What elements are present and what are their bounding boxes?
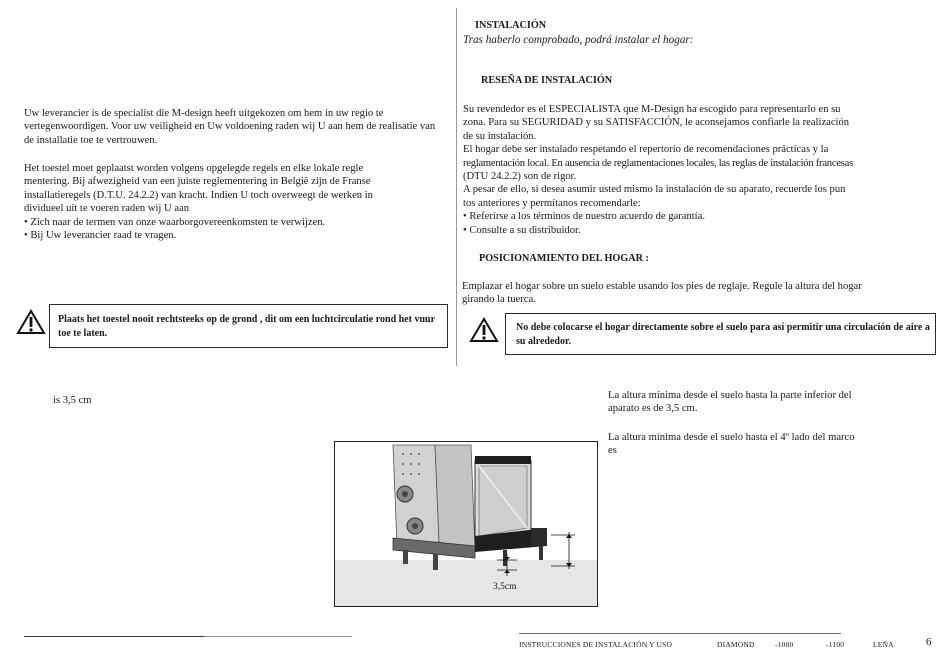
text-line: aparato es de 3,5 cm. [608,403,698,415]
left-height-note: is 3,5 cm [53,395,92,406]
bullet-item: • Referirse a los términos de nuestro acuerdo de garantía. [463,211,705,223]
warning-text: Plaats het toestel nooit rechtsteeks op de grond , dit om een luchtcirculatie rond het vuur toe te laten. [58,314,435,339]
footer-title: INSTRUCCIONES DE INSTALACIÓN Y USO [519,640,673,649]
installation-figure [334,441,598,607]
footer-model: DIAMOND [717,640,755,649]
page-number: 6 [926,636,932,648]
text-line: El hogar debe ser instalado respetando el repertorio de recomendaciones prácticas y la [463,144,829,156]
text-line: Emplazar el hogar sobre un suelo estable usando los pies de reglaje. Regule la altura del hogar [462,281,862,292]
text-line: La altura mínima desde el suelo hasta el 4º lado del marco [608,432,855,443]
text-line: girando la tuerca. [462,294,536,306]
text-line: de su instalación. [463,130,537,142]
install-subtitle: Tras haberlo comprobado, podrá instalar el hogar: [463,34,694,46]
fireplace-illustration [335,442,597,606]
text-line: Het toestel moet geplaatst worden volgens opgelegde regels en elke lokale regle [24,163,364,174]
min-frame-text [608,431,938,458]
text-line: Su revendedor es el ESPECIALISTA que M-Design ha escogido para representarlo en su [463,104,841,115]
text-line: reglamentación local. En ausencia de reglamentaciones locales, las reglas de instalación francesas [463,157,853,169]
left-warning-box [49,304,448,348]
text-line: es [608,445,617,457]
text-line: installatieregels (D.T.U. 24.2.2) van kracht. Indien U toch overweegt de werken in [24,189,373,201]
review-body [463,103,947,237]
dimension-label: 3,5cm [493,582,517,592]
text-line: tos anteriores y permítanos recomendarle: [463,197,641,209]
position-body [462,280,946,307]
footer-rule-right [519,633,841,634]
text-line: La altura mínima desde el suelo hasta la parte inferior del [608,390,852,401]
left-intro-paragraph: Uw leverancier is de specialist die M-design heeft uitgekozen om hem in uw regio te vertegenwoordigen. Voor uw veiligheid en Uw voldoening raden wij U aan hem de realisatie van de installatie toe te vertrouwen. [24,108,436,146]
text-line: (DTU 24.2.2) son de rigor. [463,171,577,183]
install-heading: INSTALACIÓN [475,20,547,31]
footer-variant-2: -1100 [826,640,845,649]
warning-icon [16,309,46,335]
footer-variant-1: -1000 [775,640,794,649]
text-line: dividueel uit te voeren raden wij U aan [24,203,190,215]
min-height-text [608,389,938,416]
footer-fuel: LEÑA [873,640,894,649]
review-heading: RESEÑA DE INSTALACIÓN [481,75,613,86]
text-line: zona. Para su SEGURIDAD y su SATISFACCIÓN, le aconsejamos confiarle la realización [463,117,850,129]
bullet-item: • Consulte a su distribuidor. [463,224,581,236]
warning-text: No debe colocarse el hogar directamente sobre el suelo para así permitir una circulación de aire a su alrededor. [516,322,930,347]
footer-rule-left [24,636,204,637]
bullet-item: • Zich naar de termen van onze waarborgovereenkomsten te verwijzen. [24,216,326,228]
warning-icon [469,317,499,343]
position-heading: POSICIONAMIENTO DEL HOGAR : [479,253,649,264]
footer-rule-left-light [204,636,352,637]
left-regulation-paragraph [24,162,454,242]
text-line: A pesar de ello, si desea asumir usted mismo la instalación de su aparato, recuerde los pun [463,184,846,196]
bullet-item: • Bij Uw leverancier raad te vragen. [24,230,177,242]
right-warning-box [505,313,936,355]
column-divider [456,8,457,366]
text-line: mentering. Bij afwezigheid van een juiste reglementering in België zijn de Franse [24,176,371,188]
